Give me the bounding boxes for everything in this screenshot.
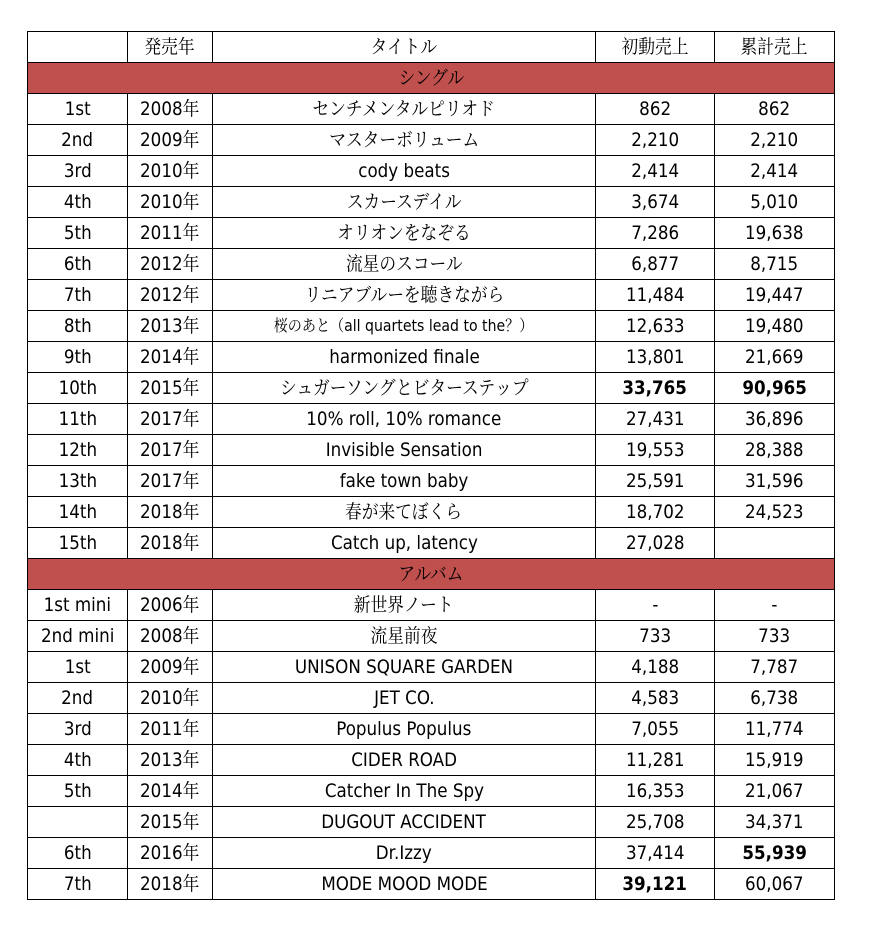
row-number: 3rd <box>28 156 128 187</box>
header-title: タイトル <box>213 32 596 63</box>
row-number: 7th <box>28 280 128 311</box>
table-row <box>28 807 835 838</box>
row-total-sales: 733 <box>715 621 835 652</box>
row-year: 2012年 <box>128 249 213 280</box>
row-number: 2nd <box>28 125 128 156</box>
table-row <box>28 156 835 187</box>
row-first-sales: 4,188 <box>596 652 715 683</box>
row-title: CIDER ROAD <box>213 745 596 776</box>
section-label-albums: アルバム <box>28 559 835 590</box>
header-row <box>28 32 835 63</box>
row-title: 新世界ノート <box>213 590 596 621</box>
row-year: 2017年 <box>128 404 213 435</box>
row-number: 3rd <box>28 714 128 745</box>
row-first-sales: 7,055 <box>596 714 715 745</box>
row-total-sales: 8,715 <box>715 249 835 280</box>
row-number: 13th <box>28 466 128 497</box>
row-total-sales: 11,774 <box>715 714 835 745</box>
row-title: UNISON SQUARE GARDEN <box>213 652 596 683</box>
row-year: 2010年 <box>128 187 213 218</box>
table-row <box>28 776 835 807</box>
row-first-sales-highlight: 39,121 <box>596 869 715 900</box>
row-total-sales: 862 <box>715 94 835 125</box>
row-year: 2013年 <box>128 311 213 342</box>
row-year: 2010年 <box>128 683 213 714</box>
row-total-sales: 60,067 <box>715 869 835 900</box>
section-singles <box>28 63 835 94</box>
row-title: スカースデイル <box>213 187 596 218</box>
row-total-sales: 19,480 <box>715 311 835 342</box>
table-row <box>28 342 835 373</box>
header-release-year: 発売年 <box>128 32 213 63</box>
row-number: 5th <box>28 776 128 807</box>
row-year: 2014年 <box>128 776 213 807</box>
row-title: Populus Populus <box>213 714 596 745</box>
row-number: 11th <box>28 404 128 435</box>
row-year: 2011年 <box>128 714 213 745</box>
row-first-sales-highlight: 33,765 <box>596 373 715 404</box>
table-row <box>28 404 835 435</box>
row-number: 12th <box>28 435 128 466</box>
row-number: 5th <box>28 218 128 249</box>
table-row <box>28 590 835 621</box>
section-label-singles: シングル <box>28 63 835 94</box>
row-number: 4th <box>28 745 128 776</box>
row-first-sales: 733 <box>596 621 715 652</box>
row-first-sales: 19,553 <box>596 435 715 466</box>
table-row <box>28 373 835 404</box>
row-title: MODE MOOD MODE <box>213 869 596 900</box>
row-total-sales: 21,669 <box>715 342 835 373</box>
row-year: 2012年 <box>128 280 213 311</box>
table-row <box>28 497 835 528</box>
row-total-sales-highlight: 90,965 <box>715 373 835 404</box>
row-first-sales: 862 <box>596 94 715 125</box>
row-first-sales: 11,281 <box>596 745 715 776</box>
row-total-sales: 31,596 <box>715 466 835 497</box>
row-number: 15th <box>28 528 128 559</box>
row-first-sales: 37,414 <box>596 838 715 869</box>
table-row <box>28 280 835 311</box>
table-row <box>28 94 835 125</box>
row-year: 2018年 <box>128 528 213 559</box>
row-title: 10% roll, 10% romance <box>213 404 596 435</box>
row-year: 2006年 <box>128 590 213 621</box>
row-first-sales: 13,801 <box>596 342 715 373</box>
row-year: 2014年 <box>128 342 213 373</box>
row-total-sales: 21,067 <box>715 776 835 807</box>
table-row <box>28 838 835 869</box>
row-year: 2018年 <box>128 869 213 900</box>
row-title: リニアブルーを聴きながら <box>213 280 596 311</box>
row-first-sales: 3,674 <box>596 187 715 218</box>
table-row <box>28 683 835 714</box>
row-first-sales: 2,414 <box>596 156 715 187</box>
row-title: cody beats <box>213 156 596 187</box>
row-number: 4th <box>28 187 128 218</box>
table-row <box>28 621 835 652</box>
row-year: 2015年 <box>128 807 213 838</box>
table-row <box>28 435 835 466</box>
row-number: 2nd mini <box>28 621 128 652</box>
row-total-sales: 15,919 <box>715 745 835 776</box>
row-first-sales: 18,702 <box>596 497 715 528</box>
row-first-sales: 2,210 <box>596 125 715 156</box>
row-title: 春が来てぼくら <box>213 497 596 528</box>
row-total-sales: - <box>715 590 835 621</box>
row-number: 2nd <box>28 683 128 714</box>
row-total-sales: 19,638 <box>715 218 835 249</box>
header-number <box>28 32 128 63</box>
row-title: fake town baby <box>213 466 596 497</box>
row-total-sales: 24,523 <box>715 497 835 528</box>
row-year: 2011年 <box>128 218 213 249</box>
row-first-sales: 25,591 <box>596 466 715 497</box>
row-title: Catch up, latency <box>213 528 596 559</box>
row-number: 7th <box>28 869 128 900</box>
row-title: JET CO. <box>213 683 596 714</box>
row-year: 2008年 <box>128 94 213 125</box>
row-title: Dr.Izzy <box>213 838 596 869</box>
row-title: マスターボリューム <box>213 125 596 156</box>
row-year: 2009年 <box>128 125 213 156</box>
row-year: 2010年 <box>128 156 213 187</box>
table-row <box>28 311 835 342</box>
row-title: オリオンをなぞる <box>213 218 596 249</box>
row-title: DUGOUT ACCIDENT <box>213 807 596 838</box>
row-title: harmonized finale <box>213 342 596 373</box>
row-total-sales: 6,738 <box>715 683 835 714</box>
table-row <box>28 869 835 900</box>
row-first-sales: 16,353 <box>596 776 715 807</box>
row-title: Catcher In The Spy <box>213 776 596 807</box>
sales-table <box>27 31 835 900</box>
row-title: 流星のスコール <box>213 249 596 280</box>
row-total-sales: 5,010 <box>715 187 835 218</box>
row-year: 2017年 <box>128 435 213 466</box>
table-row <box>28 125 835 156</box>
row-number: 1st <box>28 652 128 683</box>
table-row <box>28 187 835 218</box>
header-total-sales: 累計売上 <box>715 32 835 63</box>
row-year: 2018年 <box>128 497 213 528</box>
row-first-sales: 27,028 <box>596 528 715 559</box>
table-row <box>28 466 835 497</box>
row-first-sales: 4,583 <box>596 683 715 714</box>
table-row <box>28 218 835 249</box>
row-number: 10th <box>28 373 128 404</box>
row-number: 8th <box>28 311 128 342</box>
row-first-sales: 25,708 <box>596 807 715 838</box>
table-row <box>28 528 835 559</box>
table-row <box>28 745 835 776</box>
row-first-sales: 6,877 <box>596 249 715 280</box>
row-title: 桜のあと（all quartets lead to the？） <box>213 311 596 342</box>
row-total-sales: 19,447 <box>715 280 835 311</box>
row-total-sales: 34,371 <box>715 807 835 838</box>
table-row <box>28 249 835 280</box>
row-year: 2009年 <box>128 652 213 683</box>
section-albums <box>28 559 835 590</box>
row-title: センチメンタルピリオド <box>213 94 596 125</box>
row-number: 6th <box>28 838 128 869</box>
row-total-sales: 2,414 <box>715 156 835 187</box>
row-number: 9th <box>28 342 128 373</box>
row-year: 2015年 <box>128 373 213 404</box>
row-number: 6th <box>28 249 128 280</box>
table-row <box>28 652 835 683</box>
row-total-sales: 36,896 <box>715 404 835 435</box>
row-title: Invisible Sensation <box>213 435 596 466</box>
row-total-sales: 28,388 <box>715 435 835 466</box>
row-number: 1st <box>28 94 128 125</box>
row-total-sales: 2,210 <box>715 125 835 156</box>
row-number: 1st mini <box>28 590 128 621</box>
row-year: 2017年 <box>128 466 213 497</box>
row-first-sales: - <box>596 590 715 621</box>
table-row <box>28 714 835 745</box>
row-year: 2008年 <box>128 621 213 652</box>
row-first-sales: 11,484 <box>596 280 715 311</box>
row-total-sales: 7,787 <box>715 652 835 683</box>
row-first-sales: 12,633 <box>596 311 715 342</box>
row-title: シュガーソングとビターステップ <box>213 373 596 404</box>
row-first-sales: 27,431 <box>596 404 715 435</box>
row-total-sales <box>715 528 835 559</box>
row-year: 2013年 <box>128 745 213 776</box>
row-total-sales-highlight: 55,939 <box>715 838 835 869</box>
row-number <box>28 807 128 838</box>
header-first-week-sales: 初動売上 <box>596 32 715 63</box>
row-title: 流星前夜 <box>213 621 596 652</box>
row-first-sales: 7,286 <box>596 218 715 249</box>
row-number: 14th <box>28 497 128 528</box>
row-year: 2016年 <box>128 838 213 869</box>
